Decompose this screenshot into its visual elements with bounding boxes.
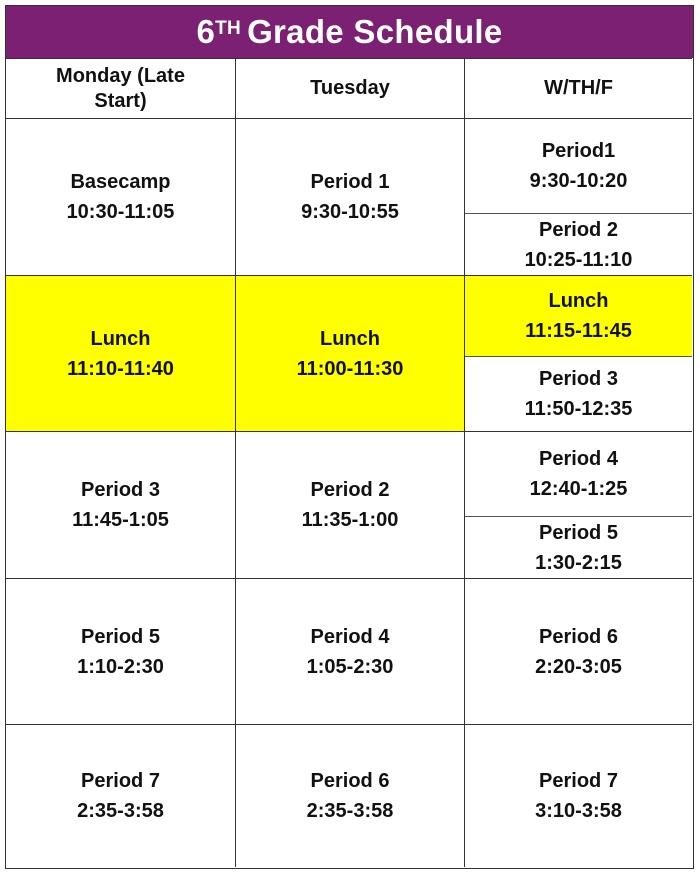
monday-basecamp — [6, 119, 236, 276]
slot-label: Period 7 — [81, 770, 160, 792]
slot-label: Lunch — [320, 327, 380, 350]
schedule-table — [5, 5, 694, 869]
slot-label: Period 6 — [310, 770, 390, 792]
slot-label: Period 3 — [81, 479, 160, 501]
slot-time: 12:40-1:25 — [529, 478, 628, 500]
slot-label: Period1 — [541, 140, 616, 162]
tuesday-period-4 — [236, 579, 465, 725]
slot-time: 11:10-11:40 — [67, 357, 174, 380]
monday-period-7 — [6, 725, 236, 867]
header-wthf — [465, 58, 692, 119]
slot-label: Basecamp — [70, 171, 171, 193]
slot-time: 2:35-3:58 — [77, 800, 164, 822]
slot-time: 1:05-2:30 — [306, 655, 394, 678]
slot-time: 11:00-11:30 — [296, 357, 404, 380]
slot-label: Period 2 — [310, 479, 390, 501]
slot-time: 11:15-11:45 — [525, 320, 632, 342]
title-grade: 6 — [196, 13, 216, 50]
slot-time: 11:35-1:00 — [301, 509, 399, 531]
slot-label: Period 4 — [539, 448, 618, 470]
slot-label: Lunch — [548, 290, 609, 312]
wthf-period-5 — [465, 517, 692, 579]
slot-time: 2:35-3:58 — [306, 800, 394, 822]
wthf-period-6 — [465, 579, 692, 725]
header-wthf-label: W/TH/F — [544, 77, 613, 99]
header-monday — [6, 58, 236, 119]
slot-time: 10:30-11:05 — [66, 201, 175, 223]
slot-label: Period 2 — [539, 218, 618, 241]
monday-period-3 — [6, 432, 236, 579]
wthf-period-1 — [465, 119, 692, 214]
wthf-period-3 — [465, 357, 692, 432]
slot-time: 11:45-1:05 — [72, 509, 169, 531]
slot-label: Period 7 — [539, 770, 618, 792]
tuesday-lunch — [236, 276, 465, 432]
slot-label: Period 5 — [81, 625, 160, 648]
slot-label: Period 6 — [539, 625, 618, 648]
title-text: Grade Schedule — [247, 13, 503, 50]
wthf-lunch — [465, 276, 692, 357]
slot-time: 1:10-2:30 — [77, 655, 164, 678]
monday-lunch — [6, 276, 236, 432]
monday-period-5 — [6, 579, 236, 725]
wthf-period-7 — [465, 725, 692, 867]
tuesday-period-1 — [236, 119, 465, 276]
slot-time: 2:20-3:05 — [535, 655, 622, 678]
schedule-title: 6 $^{TH}$ Grade Schedule — [6, 6, 693, 58]
tuesday-period-6 — [236, 725, 465, 867]
slot-label: Lunch — [90, 327, 151, 350]
wthf-period-4 — [465, 432, 692, 517]
header-tuesday — [236, 58, 465, 119]
slot-time: 9:30-10:55 — [301, 201, 399, 223]
slot-time: 11:50-12:35 — [524, 398, 633, 420]
slot-label: Period 3 — [539, 368, 618, 390]
slot-time: 3:10-3:58 — [535, 800, 622, 822]
header-monday-label: Monday (Late Start) — [56, 64, 185, 112]
slot-label: Period 4 — [310, 625, 390, 648]
tuesday-period-2 — [236, 432, 465, 579]
slot-label: Period 1 — [310, 171, 390, 193]
wthf-period-2 — [465, 214, 692, 276]
slot-label: Period 5 — [539, 521, 618, 544]
slot-time: 9:30-10:20 — [529, 170, 628, 192]
header-tuesday-label: Tuesday — [310, 77, 390, 99]
slot-time: 1:30-2:15 — [535, 551, 622, 574]
slot-time: 10:25-11:10 — [524, 248, 633, 271]
